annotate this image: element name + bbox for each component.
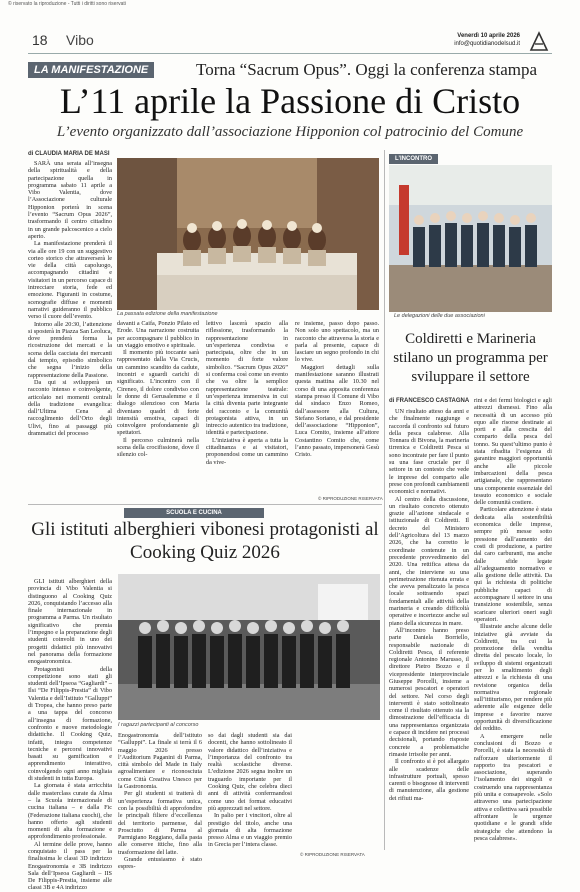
right-article-byline: di FRANCESCO CASTAGNA [389, 398, 470, 404]
newspaper-logo-icon [528, 30, 550, 52]
page-number: 18 [32, 32, 48, 48]
kicker-label: LA MANIFESTAZIONE [28, 62, 154, 78]
paragraph: A emergere nelle conclusioni di Bozzo e Porcelli, è stata la necessità di rafforzare ulteriormente il rapporto tra pescatori e associazione, superando l’isolamento dei singoli e costruendo una rappresentanza più unita e consapevole. «Solo attraverso una partecipazione attiva e collettiva sarà possibile affrontare le urgenze quotidiane e le grandi sfide strategiche che attendono la pesca calabrese». [474, 732, 552, 842]
column-divider [384, 150, 385, 850]
school-article-col-1 [28, 578, 112, 892]
passion-play-photo [117, 158, 379, 310]
paragraph: rini e dei fermi biologici e agli attrezzi dismessi. Fino alla necessità di un accesso più equo alle risorse destinate ai porti e alla crescita del comparto della pesca del tonno. Su quest’ultimo punto è stata ribadita l’esigenza di garantire maggiori opportunità anche alle piccole imbarcazioni della pesca artigianale, che rappresentano una componente essenziale del tessuto economico e sociale delle comunità costiere. [474, 397, 552, 507]
school-article-col-2 [118, 732, 202, 871]
paragraph: so dai dagli studenti sia dai docenti, che hanno sottolineato il valore didattico dell’iniziativa e l’importanza del confronto tra realtà scolastiche diverse. L’edizione 2026 segna inoltre un traguardo importante per il Cooking Quiz, che celebra dieci anni di attività confermandosi come uno dei format educativi più apprezzati nel settore. [208, 732, 292, 812]
main-headline: L’11 aprile la Passione di Cristo [59, 81, 521, 121]
main-subheadline: L’evento organizzato dall’associazione Hipponion col patrocinio del Comune [56, 124, 524, 140]
issue-date: Venerdì 10 aprile 2026 [457, 33, 520, 39]
right-article-col-2 [474, 397, 552, 860]
contact-email: info@quotidianodelsud.it [454, 41, 520, 47]
page-header [28, 30, 552, 54]
date-block [454, 32, 520, 48]
paragraph: La giornata è stata arricchita dalle masterclass curate da Alma – la Scuola internazionale di cucina italiana – e dalla Fic (Federazione italiana cuochi), che hanno offerto agli studenti momenti di alta formazione e approfondimento professionale. [28, 782, 112, 841]
paragraph: Maggiori dettagli sulla manifestazione saranno illustrati questa mattina alle 10.30 nel corso di una apposita conferenza stampa presso il Comune di Vibo dal sindaco Enzo Romeo, dall’assessore alla Cultura, Stefano Soriano, e dal presidente dell’associazione “Hipponion”, Luca Comito, insieme all’attore Costantino Comito che, come l’anno passato, impersonerà Gesù Cristo. [295, 363, 379, 459]
right-article-col-1 [389, 408, 469, 860]
main-article-col-1 [28, 160, 112, 498]
paragraph: Protagonisti della competizione sono stati gli studenti dell’Ipseoa “Gagliardi” – Ilsi “De Filippis-Prestia” di Vibo Valentia e dell’Istituto “Galluppi” di Tropea, che hanno preso parte a una tappa del concorso all’insegna di formazione, confronto e nuove metodologie didattiche. Il Cooking Quiz, infatti, integra competenze tecniche e percorsi innovativi basati su gamification e apprendimento interattivo, coinvolgendo ogni anno migliaia di studenti in tutta Europa. [28, 665, 112, 783]
kicker-row [28, 62, 552, 80]
paragraph: Al termine delle prove, hanno conquistato il pass per la finalissima le classi 3D indirizzo Enogastronomia e 3B indirizzo Sala dell’Ipseoa Gagliardi – IIS De Filippis-Prestia, insieme alle classi 3B e 4A indirizzo [28, 840, 112, 892]
main-article-col-4 [295, 320, 379, 496]
paragraph: Particolare attenzione è stata dedicata alla sostenibilità economica delle imprese, sempre più messe sotto pressione dall’aumento dei costi di produzione, a partire dal caro carburanti, ma anche dalle sfide legate all’adeguamento normativo e alla gestione delle attività. Da qui la richiesta di politiche pubbliche capaci di accompagnare il settore in una transizione sostenibile, senza scaricare ulteriori oneri sugli operatori. [474, 506, 552, 623]
students-photo [118, 574, 380, 720]
paragraph: L’iniziativa è aperta a tutta la cittadinanza e ai visitatori, proponendosi come un cammino da vive- [206, 436, 288, 466]
paragraph: Da qui si svilupperà un racconto intenso e coinvolgente, articolato nei momenti centrali della tradizione evangelica: dall’Ultima Cena al raccoglimento dell’Orto degli Ulivi, fino ai passaggi più drammatici del processo [28, 378, 112, 437]
paragraph: Enogastronomia dell’istituto “Galluppi”. La finale si terrà il 6 maggio 2026 presso l’Auditorium Paganini di Parma, città simbolo del Made in Italy agroalimentare e riconosciuta come Città Creativa Unesco per la Gastronomia. [118, 732, 202, 791]
school-article-reserved: © RIPRODUZIONE RISERVATA [300, 852, 365, 857]
paragraph: GLI istituti alberghieri della provincia di Vibo Valentia si distinguono al Cooking Quiz 2026, conquistando l’accesso alla finale internazionale in programma a Parma. Un risultato significativo che premia l’impegno e la preparazione degli studenti coinvolti in uno dei progetti didattici più innovativi nel panorama della formazione enogastronomica. [28, 578, 112, 666]
main-photo-caption: La passata edizione della manifestazione [117, 311, 218, 317]
paragraph: Grande entusiasmo è stato espres- [118, 856, 202, 871]
section-name: Vibo [66, 32, 94, 48]
school-article-col-3 [208, 732, 292, 856]
paragraph: La manifestazione prenderà il via alle ore 19 con un suggestivo corteo storico che attraverserà le vie della città capoluogo, accompagnando cittadini e visitatori in un percorso capace di intrecciare storia, fede ed emozione. Figuranti in costume, scenografie diffuse e momenti narrativi guideranno il pubblico verso il cuore dell’evento. [28, 240, 112, 321]
paragraph: SARÀ una serata all’insegna della spiritualità e della partecipazione quella in programma sabato 11 aprile a Vibo Valentia, dove l’Associazione culturale Hipponion porterà in scena l’evento “Sacrum Opus 2026”, trasformando il centro cittadino in un grande palcoscenico a cielo aperto. [28, 160, 112, 240]
paragraph: Il momento più toccante sarà rappresentato dalla Via Crucis, un cammino scandito da cadute, incontri e sguardi carichi di significato. L’incontro con il Cireneo, il dolore condiviso con le donne di Gerusalemme e il dialogo silenzioso con Maria diventano quadri di forte intensità emotiva, capaci di coinvolgere profondamente gli spettatori. [117, 349, 199, 437]
right-photo-caption: Le delegazioni delle due associazioni [394, 313, 485, 319]
paragraph: Il confronto si è poi allargato alle scadenze delle infrastrutture portuali, spesso carenti o bisognose di interventi di manutenzione, alla gestione dei rifiuti ma- [389, 758, 469, 802]
article-divider [28, 504, 382, 505]
school-photo [118, 574, 380, 720]
main-byline: di CLAUDIA MARIA DE MASI [28, 151, 110, 157]
paragraph: All’incontro hanno preso parte Daniela Borriello, responsabile nazionale di Coldiretti Pesca, il referente regionale Antonino Marusso, il direttore Pietro Bozzo e il vicepresidente interprovinciale Giuseppe Porcelli, insieme a numerosi pescatori e operatori del settore. Nel corso degli interventi è stato sottolineato come il risultato ottenuto sia la dimostrazione dell’efficacia di una rappresentanza organizzata e capace di incidere nei processi decisionali, portando risposte concrete a problematiche rimaste irrisolte per anni. [389, 626, 469, 758]
main-article-reserved: © RIPRODUZIONE RISERVATA [318, 496, 383, 501]
main-article-col-2 [117, 320, 199, 500]
right-article-title: Coldiretti e Marineria stilano un programma per sviluppare il settore [393, 331, 548, 385]
main-photo [117, 158, 379, 310]
paragraph: Illustrate anche alcune delle iniziative già avviate da Coldiretti, tra cui la promozione della vendita diretta del pescato locale, lo sviluppo di sistemi organizzati per lo smaltimento degli attrezzi e la richiesta di una revisione organica della normativa regionale sull’ittiturismo, per rendere più aderente alle esigenze delle imprese e favorire nuove opportunità di diversificazione del reddito. [474, 623, 552, 733]
right-photo [389, 165, 552, 312]
school-photo-caption: I ragazzi partecipanti al concorso [118, 722, 199, 728]
paragraph: UN risultato atteso da anni e che finalmente raggiunge e raccorda il confronto sul futuro della pesca calabrese. Alla Tonnara di Bivona, la marineria tirrenica e Coldiretti Pesca si sono incontrate per fare il punto su una fase cruciale per il settore in un contesto che vede le imprese del comparto alle prese con profondi cambiamenti economici e normativi. [389, 408, 469, 496]
right-article-tag: L’INCONTRO [389, 154, 438, 164]
main-article-col-3 [206, 320, 288, 500]
paragraph: Il percorso culminerà nella scena della crocifissione, dove il silenzio col- [117, 436, 199, 459]
paragraph: Intorno alle 20:30, l’attenzione si sposterà in Piazza San Leoluca, dove prenderà forma la ricostruzione dei mercati e la scena della cacciata dei mercanti dal tempio, episodio simbolico che segna l’inizio della rappresentazione della Passione. [28, 320, 112, 379]
paragraph: davanti a Caifa, Ponzio Pilato ed Erode. Una narrazione costruita per accompagnare il pubblico in un viaggio emotivo e spirituale. [117, 320, 199, 349]
paragraph: Al centro della discussione, un risultato concreto ottenuto grazie all’azione sindacale e istituzionale di Coldiretti. Il decreto del Ministero dell’Agricoltura del 13 marzo 2026, che ha corretto le coordinate contenute in un precedente provvedimento del 2020. Una rettifica attesa da anni, che interviene su una perimetrazione ritenuta errata e che aveva penalizzato la pesca locale sottraendo spazi fondamentali alle attività della marineria e creando difficoltà operative e incertezze anche sul piano della sicurezza in mare. [389, 495, 469, 627]
delegations-photo [389, 165, 552, 312]
copyright-note: © riservato la riproduzione - Tutti i diritti sono riservati [8, 1, 126, 7]
paragraph: lettivo lascerà spazio alla riflessione, trasformando la rappresentazione in un’esperienza condivisa e partecipata, oltre che in un momento di forte valore simbolico. “Sacrum Opus 2026” si conferma così come un evento che va oltre la semplice rappresentazione teatrale: un’esperienza immersiva in cui la città diventa parte integrante del racconto e la comunità protagonista attiva, in un intreccio autentico tra tradizione, identità e partecipazione. [206, 320, 288, 437]
paragraph: re insieme, passo dopo passo. Non solo uno spettacolo, ma un racconto che attraversa la storia e parla al presente, capace di lasciare un segno profondo in chi lo vive. [295, 320, 379, 364]
paragraph: In palio per i vincitori, oltre al prestigio del titolo, anche una giornata di alta formazione presso Alma e un viaggio premio in Grecia per l’intera classe. [208, 812, 292, 849]
paragraph: Per gli studenti si tratterà di un’esperienza formativa unica, con la possibilità di approfondire le principali filiere d’eccellenza del territorio parmense, dal Prosciutto di Parma al Parmigiano Reggiano, dalla pasta alle conserve ittiche, fino alla trasformazione del latte. [118, 790, 202, 856]
school-article-tag: SCUOLA E CUCINA [124, 508, 264, 518]
school-article-title: Gli istituti alberghieri vibonesi protagonisti al Cooking Quiz 2026 [31, 519, 379, 563]
kicker-subtitle: Torna “Sacrum Opus”. Oggi la conferenza stampa [196, 60, 538, 79]
